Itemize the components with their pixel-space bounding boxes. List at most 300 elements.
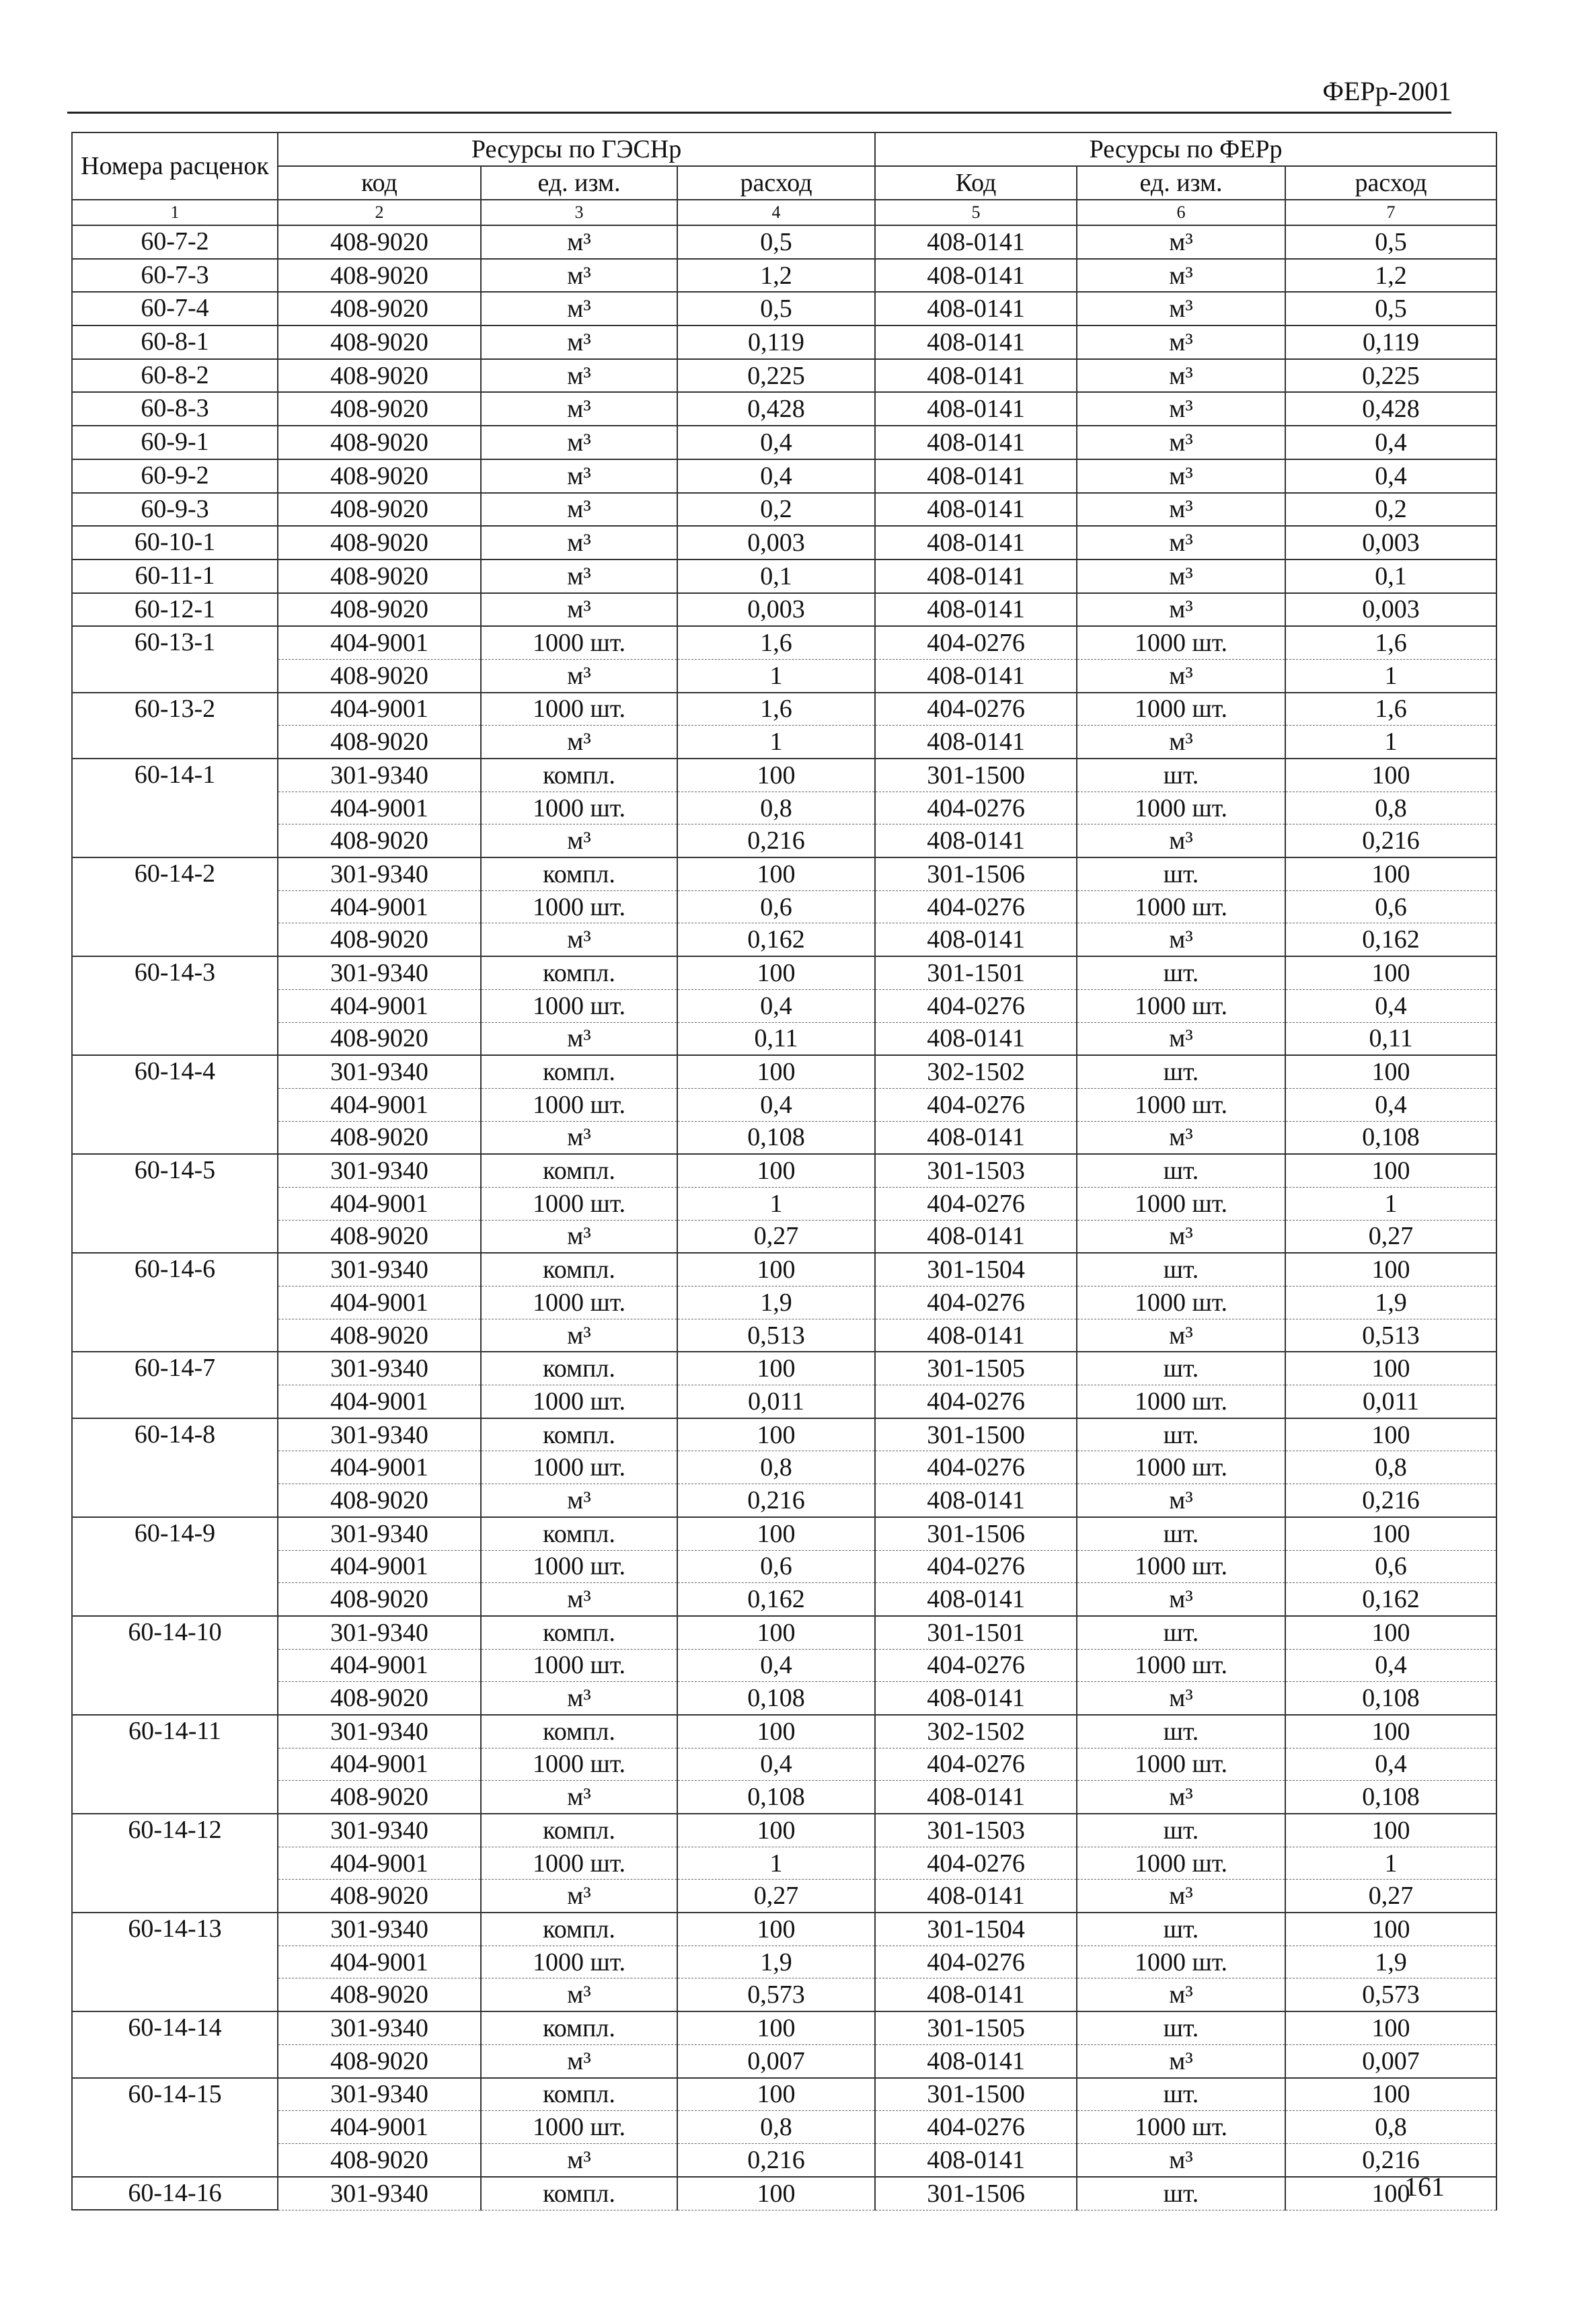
table-row [72,759,1496,792]
fer-code-cell: 408-0141 [875,560,1077,593]
fer-unit-cell: шт. [1077,1715,1285,1748]
fer-code-cell: 408-0141 [875,2143,1077,2176]
fer-code-cell: 404-0276 [875,1649,1077,1682]
price-number-cell: 60-9-1 [72,426,278,459]
price-number-cell: 60-14-14 [72,2011,278,2077]
gesn-code-cell: 301-9340 [278,1913,481,1946]
fer-unit-cell: 1000 шт. [1077,1649,1285,1682]
fer-rate-cell: 100 [1285,857,1496,890]
gesn-code-cell: 301-9340 [278,857,481,890]
header-fer-code: Код [875,166,1077,200]
gesn-code-cell: 404-9001 [278,1451,481,1484]
fer-rate-cell: 0,27 [1285,1220,1496,1253]
gesn-rate-cell: 1 [677,726,875,759]
table-row [72,1913,1496,1946]
fer-code-cell: 301-1506 [875,2177,1077,2210]
gesn-unit-cell: м³ [481,659,677,692]
fer-code-cell: 404-0276 [875,1286,1077,1319]
fer-unit-cell: 1000 шт. [1077,2111,1285,2144]
gesn-code-cell: 301-9340 [278,1616,481,1649]
fer-rate-cell: 0,5 [1285,292,1496,325]
gesn-rate-cell: 0,1 [677,560,875,593]
fer-rate-cell: 0,573 [1285,1978,1496,2011]
table-row [72,1748,1496,1781]
fer-unit-cell: 1000 шт. [1077,890,1285,923]
fer-rate-cell: 1,9 [1285,1946,1496,1978]
fer-rate-cell: 100 [1285,2011,1496,2044]
table-row [72,2177,1496,2210]
gesn-rate-cell: 100 [677,857,875,890]
table-row [72,459,1496,493]
gesn-unit-cell: м³ [481,1484,677,1517]
gesn-rate-cell: 0,4 [677,426,875,459]
gesn-rate-cell: 0,119 [677,325,875,359]
column-number: 5 [875,200,1077,225]
gesn-unit-cell: м³ [481,359,677,393]
fer-code-cell: 408-0141 [875,292,1077,325]
fer-rate-cell: 0,4 [1285,1748,1496,1781]
gesn-rate-cell: 0,162 [677,923,875,956]
gesn-rate-cell: 100 [677,956,875,989]
price-number-cell: 60-12-1 [72,593,278,627]
fer-rate-cell: 0,225 [1285,359,1496,393]
table-row [72,292,1496,325]
table-row [72,1616,1496,1649]
price-number-cell: 60-8-1 [72,325,278,359]
gesn-code-cell: 404-9001 [278,1649,481,1682]
gesn-unit-cell: м³ [481,1583,677,1616]
fer-code-cell: 408-0141 [875,1022,1077,1055]
fer-rate-cell: 0,216 [1285,1484,1496,1517]
gesn-rate-cell: 0,108 [677,1682,875,1715]
fer-unit-cell: шт. [1077,1352,1285,1385]
fer-rate-cell: 1 [1285,1187,1496,1220]
gesn-unit-cell: м³ [481,726,677,759]
gesn-unit-cell: м³ [481,493,677,527]
header-rule [67,112,1451,114]
header-fer-rate: расход [1285,166,1496,200]
table-row [72,1253,1496,1286]
gesn-code-cell: 408-9020 [278,225,481,259]
table-row [72,1978,1496,2011]
gesn-rate-cell: 0,4 [677,1649,875,1682]
gesn-code-cell: 301-9340 [278,1154,481,1187]
gesn-code-cell: 301-9340 [278,1253,481,1286]
header-price-number: Номера расценок [72,132,278,200]
fer-code-cell: 408-0141 [875,1682,1077,1715]
gesn-rate-cell: 1,9 [677,1946,875,1978]
fer-rate-cell: 1 [1285,1847,1496,1880]
fer-rate-cell: 0,27 [1285,1880,1496,1913]
gesn-rate-cell: 0,4 [677,459,875,493]
gesn-code-cell: 408-9020 [278,1220,481,1253]
gesn-unit-cell: м³ [481,1682,677,1715]
table-row [72,659,1496,692]
fer-unit-cell: шт. [1077,1814,1285,1847]
fer-rate-cell: 0,4 [1285,1088,1496,1121]
fer-code-cell: 408-0141 [875,1880,1077,1913]
gesn-rate-cell: 0,6 [677,890,875,923]
gesn-code-cell: 408-9020 [278,426,481,459]
gesn-unit-cell: м³ [481,2143,677,2176]
fer-rate-cell: 0,5 [1285,225,1496,259]
gesn-unit-cell: 1000 шт. [481,1451,677,1484]
gesn-rate-cell: 0,216 [677,824,875,857]
fer-code-cell: 408-0141 [875,1484,1077,1517]
gesn-code-cell: 404-9001 [278,1187,481,1220]
fer-code-cell: 408-0141 [875,659,1077,692]
table-row [72,1847,1496,1880]
fer-unit-cell: м³ [1077,259,1285,293]
fer-unit-cell: 1000 шт. [1077,1550,1285,1583]
fer-rate-cell: 0,216 [1285,2143,1496,2176]
price-number-cell: 60-14-7 [72,1352,278,1418]
fer-code-cell: 408-0141 [875,359,1077,393]
gesn-rate-cell: 100 [677,1253,875,1286]
price-number-cell: 60-14-2 [72,857,278,956]
gesn-code-cell: 301-9340 [278,2011,481,2044]
gesn-unit-cell: м³ [481,526,677,560]
fer-rate-cell: 0,162 [1285,1583,1496,1616]
fer-rate-cell: 0,003 [1285,593,1496,627]
fer-unit-cell: м³ [1077,1682,1285,1715]
gesn-code-cell: 408-9020 [278,1319,481,1352]
price-number-cell: 60-7-3 [72,259,278,293]
header-fer-unit: ед. изм. [1077,166,1285,200]
gesn-unit-cell: компл. [481,1154,677,1187]
fer-rate-cell: 0,007 [1285,2044,1496,2077]
fer-code-cell: 301-1500 [875,1418,1077,1451]
gesn-unit-cell: 1000 шт. [481,1649,677,1682]
fer-rate-cell: 1 [1285,659,1496,692]
gesn-unit-cell: м³ [481,459,677,493]
gesn-code-cell: 408-9020 [278,2044,481,2077]
gesn-rate-cell: 1,9 [677,1286,875,1319]
gesn-unit-cell: 1000 шт. [481,2111,677,2144]
table-row [72,1385,1496,1418]
price-number-cell: 60-14-6 [72,1253,278,1352]
fer-unit-cell: шт. [1077,956,1285,989]
gesn-unit-cell: компл. [481,1253,677,1286]
fer-unit-cell: шт. [1077,857,1285,890]
gesn-rate-cell: 0,4 [677,1748,875,1781]
price-number-cell: 60-8-3 [72,392,278,426]
table-row [72,1880,1496,1913]
table-row [72,989,1496,1022]
gesn-code-cell: 408-9020 [278,292,481,325]
gesn-unit-cell: м³ [481,1319,677,1352]
fer-code-cell: 408-0141 [875,824,1077,857]
gesn-rate-cell: 0,5 [677,292,875,325]
fer-rate-cell: 100 [1285,1253,1496,1286]
gesn-rate-cell: 0,6 [677,1550,875,1583]
fer-code-cell: 404-0276 [875,1451,1077,1484]
price-number-cell: 60-9-3 [72,493,278,527]
table-row [72,1418,1496,1451]
gesn-unit-cell: м³ [481,560,677,593]
gesn-rate-cell: 100 [677,1352,875,1385]
fer-unit-cell: м³ [1077,1220,1285,1253]
fer-code-cell: 408-0141 [875,526,1077,560]
fer-unit-cell: м³ [1077,659,1285,692]
header-gesn-rate: расход [677,166,875,200]
fer-unit-cell: шт. [1077,2177,1285,2210]
gesn-rate-cell: 100 [677,1055,875,1088]
fer-rate-cell: 100 [1285,2177,1496,2210]
price-number-cell: 60-13-2 [72,693,278,759]
gesn-rate-cell: 1 [677,1847,875,1880]
column-number: 3 [481,200,677,225]
fer-code-cell: 301-1504 [875,1913,1077,1946]
gesn-code-cell: 301-9340 [278,1715,481,1748]
header-gesn-unit: ед. изм. [481,166,677,200]
fer-rate-cell: 0,4 [1285,426,1496,459]
table-row [72,259,1496,293]
fer-unit-cell: м³ [1077,824,1285,857]
fer-unit-cell: м³ [1077,1121,1285,1154]
gesn-rate-cell: 0,003 [677,593,875,627]
fer-unit-cell: шт. [1077,1517,1285,1550]
gesn-rate-cell: 0,216 [677,2143,875,2176]
gesn-unit-cell: 1000 шт. [481,1550,677,1583]
fer-unit-cell: м³ [1077,593,1285,627]
gesn-unit-cell: 1000 шт. [481,989,677,1022]
gesn-unit-cell: компл. [481,2078,677,2111]
fer-code-cell: 408-0141 [875,1220,1077,1253]
gesn-code-cell: 404-9001 [278,1088,481,1121]
table-row [72,1550,1496,1583]
gesn-rate-cell: 0,27 [677,1220,875,1253]
gesn-unit-cell: м³ [481,392,677,426]
fer-code-cell: 301-1506 [875,857,1077,890]
fer-unit-cell: м³ [1077,1880,1285,1913]
fer-unit-cell: 1000 шт. [1077,1385,1285,1418]
fer-code-cell: 301-1504 [875,1253,1077,1286]
gesn-unit-cell: м³ [481,259,677,293]
fer-rate-cell: 0,003 [1285,526,1496,560]
gesn-code-cell: 408-9020 [278,1022,481,1055]
table-row [72,1814,1496,1847]
table-row [72,1055,1496,1088]
gesn-code-cell: 404-9001 [278,2111,481,2144]
fer-rate-cell: 0,216 [1285,824,1496,857]
fer-unit-cell: м³ [1077,292,1285,325]
gesn-code-cell: 301-9340 [278,2078,481,2111]
gesn-code-cell: 408-9020 [278,824,481,857]
table-row [72,1319,1496,1352]
table-row [72,1121,1496,1154]
gesn-rate-cell: 0,27 [677,1880,875,1913]
fer-code-cell: 408-0141 [875,923,1077,956]
gesn-unit-cell: компл. [481,1055,677,1088]
gesn-unit-cell: 1000 шт. [481,1946,677,1978]
column-number: 2 [278,200,481,225]
gesn-unit-cell: компл. [481,857,677,890]
gesn-unit-cell: компл. [481,956,677,989]
gesn-rate-cell: 1,2 [677,259,875,293]
fer-unit-cell: м³ [1077,459,1285,493]
fer-rate-cell: 1,6 [1285,626,1496,659]
fer-unit-cell: 1000 шт. [1077,693,1285,726]
gesn-unit-cell: компл. [481,1517,677,1550]
fer-code-cell: 301-1503 [875,1814,1077,1847]
gesn-unit-cell: компл. [481,2011,677,2044]
price-number-cell: 60-14-4 [72,1055,278,1154]
fer-unit-cell: м³ [1077,1583,1285,1616]
fer-code-cell: 404-0276 [875,1088,1077,1121]
gesn-rate-cell: 0,428 [677,392,875,426]
price-number-cell: 60-11-1 [72,560,278,593]
gesn-unit-cell: м³ [481,1022,677,1055]
header-gesn-code: код [278,166,481,200]
price-number-cell: 60-14-10 [72,1616,278,1715]
fer-code-cell: 408-0141 [875,1583,1077,1616]
gesn-rate-cell: 0,8 [677,2111,875,2144]
fer-unit-cell: м³ [1077,560,1285,593]
fer-unit-cell: шт. [1077,1913,1285,1946]
gesn-code-cell: 408-9020 [278,1880,481,1913]
fer-rate-cell: 100 [1285,2078,1496,2111]
fer-unit-cell: шт. [1077,1253,1285,1286]
table-row [72,1088,1496,1121]
table-row [72,2078,1496,2111]
price-number-cell: 60-10-1 [72,526,278,560]
fer-code-cell: 404-0276 [875,626,1077,659]
fer-code-cell: 301-1501 [875,956,1077,989]
fer-code-cell: 301-1505 [875,2011,1077,2044]
fer-rate-cell: 0,011 [1285,1385,1496,1418]
gesn-unit-cell: компл. [481,1418,677,1451]
fer-rate-cell: 0,162 [1285,923,1496,956]
table-row [72,726,1496,759]
gesn-rate-cell: 0,108 [677,1121,875,1154]
price-number-cell: 60-14-9 [72,1517,278,1616]
table-row [72,956,1496,989]
gesn-rate-cell: 1,6 [677,693,875,726]
fer-rate-cell: 100 [1285,956,1496,989]
fer-unit-cell: м³ [1077,325,1285,359]
gesn-unit-cell: 1000 шт. [481,626,677,659]
gesn-code-cell: 301-9340 [278,1055,481,1088]
table-row [72,1781,1496,1814]
gesn-code-cell: 404-9001 [278,1946,481,1978]
gesn-code-cell: 408-9020 [278,1583,481,1616]
fer-code-cell: 408-0141 [875,259,1077,293]
fer-unit-cell: 1000 шт. [1077,626,1285,659]
fer-rate-cell: 0,8 [1285,792,1496,824]
table-row [72,1154,1496,1187]
gesn-rate-cell: 0,5 [677,225,875,259]
fer-rate-cell: 100 [1285,1055,1496,1088]
fer-code-cell: 404-0276 [875,890,1077,923]
gesn-rate-cell: 100 [677,1154,875,1187]
price-number-cell: 60-8-2 [72,359,278,393]
table-row [72,426,1496,459]
gesn-code-cell: 301-9340 [278,1352,481,1385]
gesn-unit-cell: компл. [481,1616,677,1649]
price-number-cell: 60-13-1 [72,626,278,692]
gesn-code-cell: 301-9340 [278,759,481,792]
gesn-code-cell: 408-9020 [278,526,481,560]
fer-code-cell: 404-0276 [875,1748,1077,1781]
gesn-code-cell: 301-9340 [278,1517,481,1550]
table-row [72,593,1496,627]
gesn-rate-cell: 100 [677,1418,875,1451]
price-number-cell: 60-14-13 [72,1913,278,2011]
gesn-code-cell: 301-9340 [278,956,481,989]
table-row [72,225,1496,259]
table-row [72,1022,1496,1055]
fer-unit-cell: м³ [1077,923,1285,956]
fer-code-cell: 301-1503 [875,1154,1077,1187]
gesn-rate-cell: 100 [677,1616,875,1649]
price-number-cell: 60-7-2 [72,225,278,259]
gesn-unit-cell: м³ [481,292,677,325]
fer-unit-cell: м³ [1077,526,1285,560]
table-row [72,1484,1496,1517]
gesn-rate-cell: 100 [677,1814,875,1847]
table-row [72,325,1496,359]
gesn-rate-cell: 1 [677,659,875,692]
fer-unit-cell: м³ [1077,225,1285,259]
resource-table [71,132,1497,2210]
gesn-code-cell: 404-9001 [278,890,481,923]
price-number-cell: 60-14-1 [72,759,278,857]
fer-rate-cell: 0,108 [1285,1682,1496,1715]
gesn-rate-cell: 0,4 [677,989,875,1022]
fer-unit-cell: м³ [1077,359,1285,393]
gesn-rate-cell: 0,573 [677,1978,875,2011]
gesn-code-cell: 404-9001 [278,1748,481,1781]
table-row [72,923,1496,956]
price-number-cell: 60-14-12 [72,1814,278,1913]
fer-code-cell: 301-1500 [875,2078,1077,2111]
fer-rate-cell: 0,4 [1285,459,1496,493]
table-row [72,1352,1496,1385]
header-group-fer: Ресурсы по ФЕРр [875,132,1496,166]
gesn-unit-cell: м³ [481,593,677,627]
gesn-code-cell: 408-9020 [278,359,481,393]
gesn-code-cell: 408-9020 [278,2143,481,2176]
table-row [72,626,1496,659]
fer-rate-cell: 100 [1285,759,1496,792]
table-row [72,2143,1496,2176]
table-row [72,1715,1496,1748]
fer-unit-cell: м³ [1077,1022,1285,1055]
fer-unit-cell: шт. [1077,1055,1285,1088]
price-number-cell: 60-14-3 [72,956,278,1055]
fer-rate-cell: 0,108 [1285,1781,1496,1814]
fer-unit-cell: шт. [1077,2011,1285,2044]
table-row [72,1682,1496,1715]
fer-code-cell: 404-0276 [875,1385,1077,1418]
fer-unit-cell: м³ [1077,2143,1285,2176]
column-number: 6 [1077,200,1285,225]
table-row [72,824,1496,857]
table-row [72,359,1496,393]
fer-rate-cell: 0,6 [1285,890,1496,923]
gesn-code-cell: 408-9020 [278,1682,481,1715]
table-row [72,392,1496,426]
gesn-unit-cell: 1000 шт. [481,1385,677,1418]
fer-rate-cell: 1,6 [1285,693,1496,726]
table-header [72,132,1496,225]
table-row [72,1451,1496,1484]
fer-code-cell: 404-0276 [875,1946,1077,1978]
gesn-code-cell: 404-9001 [278,1385,481,1418]
fer-rate-cell: 0,8 [1285,2111,1496,2144]
gesn-rate-cell: 0,513 [677,1319,875,1352]
